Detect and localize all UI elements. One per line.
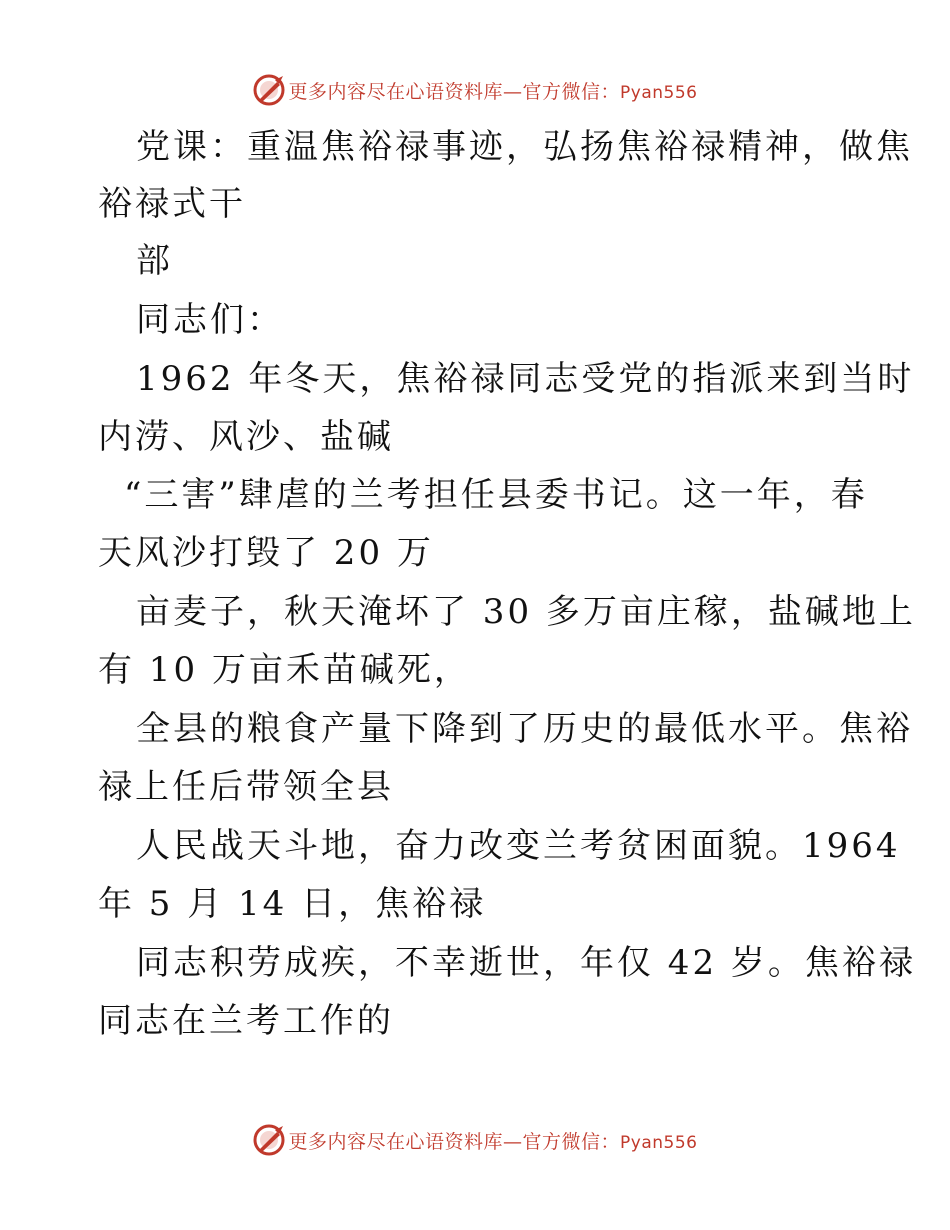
paragraph-line: 天风沙打毁了 20 万 [98,533,434,573]
quill-pen-icon [253,74,285,106]
document-title-line-3: 部 [136,241,173,281]
watermark-wechat-label: 官方微信： [522,1130,621,1153]
document-title-line-2: 裕禄式干 [98,184,246,224]
watermark-wechat-label: 官方微信： [522,80,621,103]
watermark-dash: — [503,80,523,103]
footer-watermark-banner [0,1120,950,1160]
paragraph-line: 人民战天斗地，奋力改变兰考贫困面貌。1964 [136,826,901,866]
header-watermark-banner [0,70,950,110]
watermark-wechat-id: Pyan556 [620,82,698,103]
paragraph-line: 亩麦子，秋天淹坏了 30 多万亩庄稼，盐碱地上 [136,592,916,632]
document-title-line-1: 党课：重温焦裕禄事迹，弘扬焦裕禄精神，做焦 [136,127,913,167]
paragraph-line: 1962 年冬天，焦裕禄同志受党的指派来到当时 [136,359,915,399]
paragraph-line: 年 5 月 14 日，焦裕禄 [98,884,487,924]
paragraph-line: 有 10 万亩禾苗碱死， [98,650,471,690]
salutation: 同志们： [136,300,284,340]
watermark-wechat-id: Pyan556 [620,1132,698,1153]
paragraph-line: 内涝、风沙、盐碱 [98,417,394,457]
watermark-text [289,1127,698,1154]
paragraph-line: “三害”肆虐的兰考担任县委书记。这一年，春 [124,475,868,515]
watermark-site-text: 更多内容尽在心语资料库 [288,80,504,103]
watermark-text [289,77,698,104]
watermark-site-text: 更多内容尽在心语资料库 [288,1130,504,1153]
quill-pen-icon [253,1124,285,1156]
paragraph-line: 同志积劳成疾，不幸逝世，年仅 42 岁。焦裕禄 [136,943,916,983]
paragraph-line: 同志在兰考工作的 [98,1001,394,1041]
watermark-dash: — [503,1130,523,1153]
paragraph-line: 禄上任后带领全县 [98,767,394,807]
paragraph-line: 全县的粮食产量下降到了历史的最低水平。焦裕 [136,709,913,749]
